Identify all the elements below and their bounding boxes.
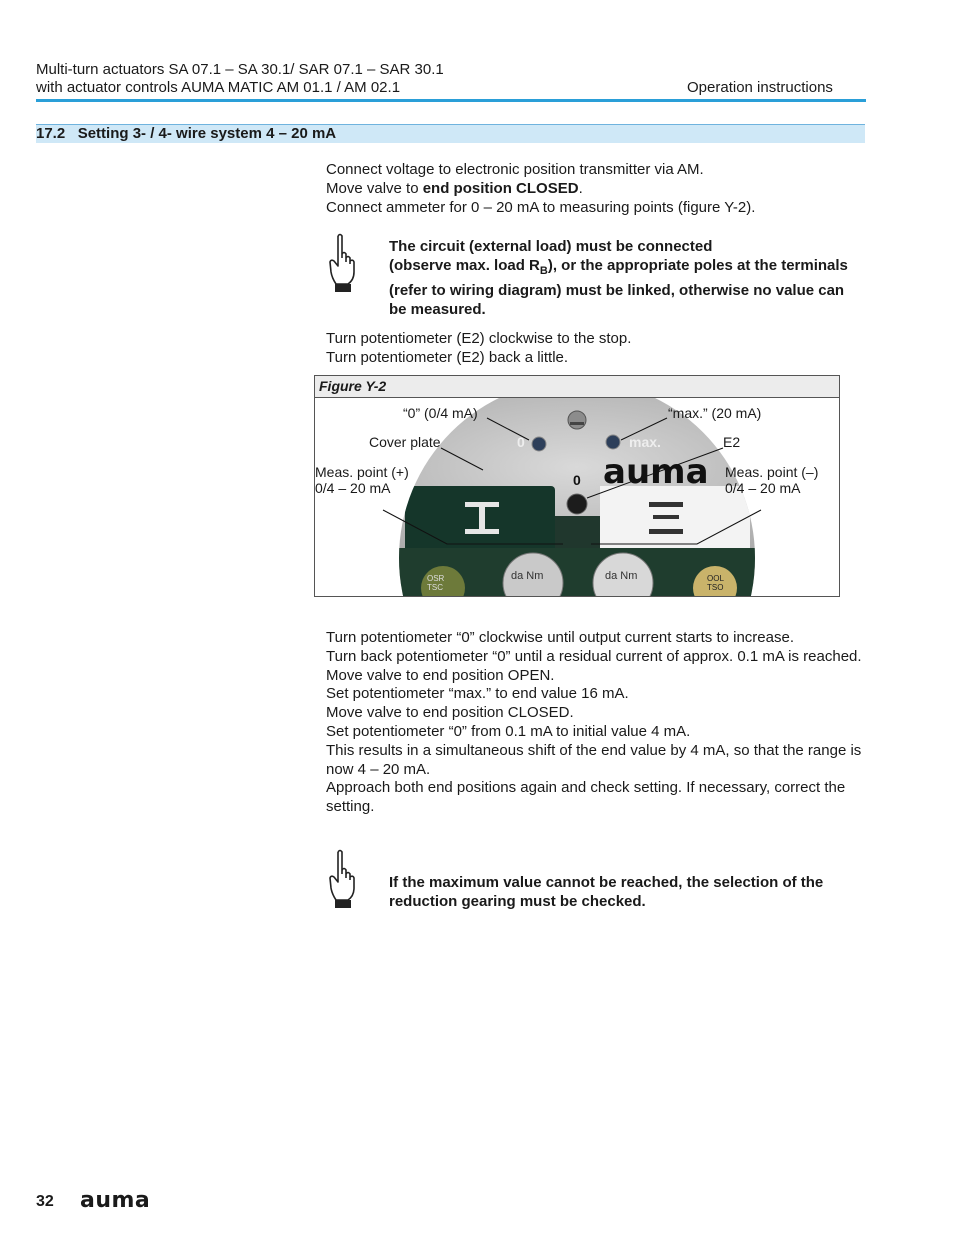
callout-meas-plus: Meas. point (+) (315, 464, 409, 480)
potentiometer-e2-icon (567, 494, 587, 514)
header-rule (36, 99, 866, 102)
procedure-step-7: This results in a simultaneous shift of the end value by 4 mA, so that the range is now 4 – 20 mA. (326, 741, 862, 778)
procedure-step-4: Set potentiometer “max.” to end value 16 mA. (326, 685, 629, 703)
gauge-right-unit: da Nm (605, 570, 638, 582)
e2-step-2: Turn potentiometer (E2) back a little. (326, 348, 569, 366)
note-circuit-line-2-end: ), or the appropriate poles at the terminals (547, 257, 848, 274)
intro-line-2 (326, 180, 871, 199)
procedure-step-5: Move valve to end position CLOSED. (326, 704, 574, 722)
callout-meas-minus: Meas. point (–) (725, 464, 819, 480)
header-title-line2: with actuator controls AUMA MATIC AM 01.1 / AM 02.1 (36, 79, 401, 96)
plate-label-max: max. (629, 434, 661, 450)
potentiometer-max-icon (606, 435, 620, 449)
callout-cover-plate: Cover plate (369, 434, 441, 450)
figure-caption-bar (315, 376, 839, 398)
gauge-right-marking: OOL TSO (707, 574, 724, 592)
plate-label-zero-center: 0 (573, 472, 581, 488)
intro-line-3: Connect ammeter for 0 – 20 mA to measuring points (figure Y-2). (326, 198, 756, 216)
note-circuit-line-1: The circuit (external load) must be connected (389, 238, 713, 255)
figure-caption: Figure Y-2 (319, 378, 387, 394)
pointing-hand-icon (326, 232, 360, 294)
header-title-line1: Multi-turn actuators SA 07.1 – SA 30.1/ SAR 07.1 – SAR 30.1 (36, 61, 444, 78)
footer-auma-logo: auma (80, 1188, 151, 1213)
callout-max: “max.” (20 mA) (668, 405, 762, 421)
procedure-step-3: Move valve to end position OPEN. (326, 666, 555, 684)
intro-paragraph (326, 161, 871, 217)
actuator-control-photo (315, 398, 839, 596)
e2-step-1: Turn potentiometer (E2) clockwise to the stop. (326, 330, 632, 347)
note-circuit (389, 237, 869, 319)
intro-line-1: Connect voltage to electronic position transmitter via AM. (326, 161, 704, 178)
note-circuit-line-4: be measured. (389, 301, 486, 318)
potentiometer-e2-steps (326, 330, 871, 368)
plate-auma-logo: auma (603, 452, 709, 492)
figure-y2 (314, 375, 840, 597)
callout-meas-minus-range: 0/4 – 20 mA (725, 480, 801, 496)
procedure-step-2: Turn back potentiometer “0” until a residual current of approx. 0.1 mA is reached. (326, 647, 862, 665)
callout-e2: E2 (723, 434, 741, 450)
callout-meas-plus-range: 0/4 – 20 mA (315, 480, 391, 496)
plate-label-zero: 0 (517, 434, 525, 450)
gauge-left-unit: da Nm (511, 570, 544, 582)
procedure-step-1: Turn potentiometer “0” clockwise until output current starts to increase. (326, 629, 794, 646)
note-circuit-line-2-text: (observe max. load R (389, 257, 540, 274)
procedure-step-6: Set potentiometer “0” from 0.1 mA to initial value 4 mA. (326, 722, 691, 740)
procedure-steps (326, 629, 871, 817)
potentiometer-zero-icon (532, 437, 546, 451)
callout-zero: “0” (0/4 mA) (403, 405, 478, 421)
note-reduction-gearing: If the maximum value cannot be reached, the selection of the reduction gearing must be checked. (389, 874, 824, 910)
pointing-hand-icon (326, 848, 360, 910)
section-heading: 17.2 Setting 3- / 4- wire system 4 – 20 mA (36, 125, 337, 142)
note-circuit-line-2 (389, 256, 869, 281)
procedure-step-8: Approach both end positions again and check setting. If necessary, correct the setting. (326, 779, 846, 816)
note-circuit-subscript: B (539, 265, 548, 277)
page-number: 32 (36, 1193, 54, 1210)
note-circuit-line-3: (refer to wiring diagram) must be linked, otherwise no value can (389, 282, 845, 299)
intro-line-2-text: Move valve to (326, 179, 423, 197)
intro-line-2-end: . (578, 179, 583, 197)
gauge-left-marking: OSR TSC (427, 574, 445, 592)
intro-line-2-bold: end position CLOSED (422, 179, 579, 197)
header-doc-type: Operation instructions (687, 79, 833, 96)
